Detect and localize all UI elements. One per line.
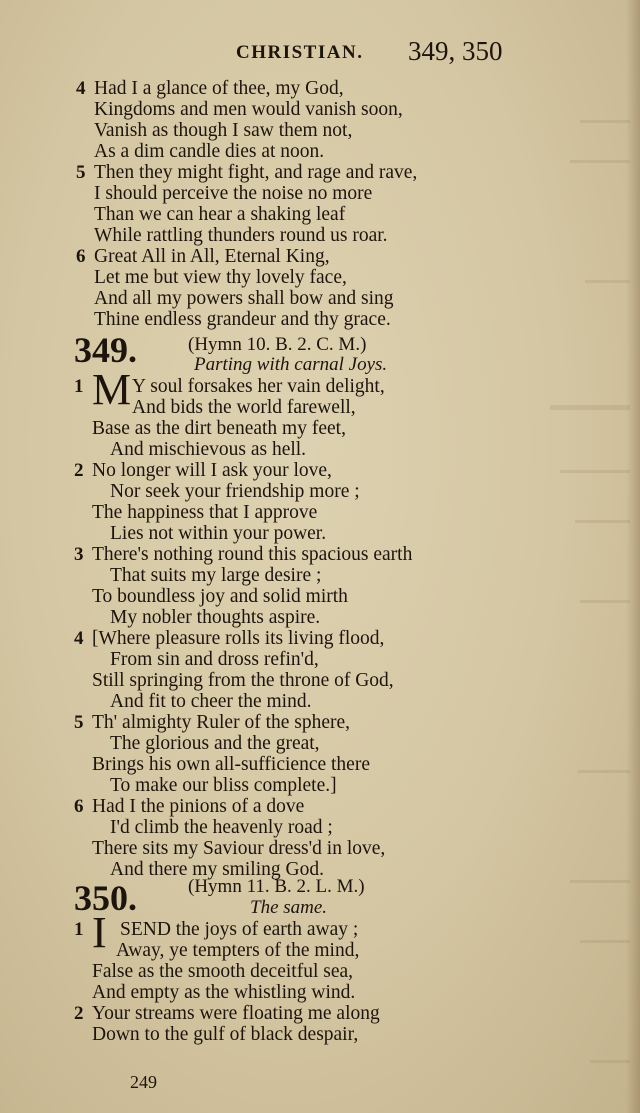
verse-line: The glorious and the great, [110, 733, 320, 754]
running-title: CHRISTIAN. [236, 42, 364, 63]
verse-line: Th' almighty Ruler of the sphere, [92, 712, 351, 733]
hymn-number: 350. [74, 878, 137, 918]
verse-number: 4 [76, 78, 86, 99]
verse-line: Thine endless grandeur and thy grace. [94, 309, 391, 330]
verse-line: And empty as the whistling wind. [92, 982, 356, 1003]
page-folio: 249 [130, 1072, 157, 1092]
verse-line: Still springing from the throne of God, [92, 670, 394, 691]
verse-line: Had I a glance of thee, my God, [94, 78, 344, 99]
verse-number: 1 [74, 376, 84, 397]
verse-line: While rattling thunders round us roar. [94, 225, 388, 246]
hymn-meta: (Hymn 11. B. 2. L. M.) [188, 876, 365, 897]
verse-line: Than we can hear a shaking leaf [94, 204, 346, 225]
hymn-meta: (Hymn 10. B. 2. C. M.) [188, 334, 367, 355]
verse-line: And all my powers shall bow and sing [94, 288, 394, 309]
verse-line: There sits my Saviour dress'd in love, [92, 838, 386, 859]
verse-line: Lies not within your power. [110, 523, 327, 544]
verse-line: That suits my large desire ; [110, 565, 322, 586]
verse-line: And fit to cheer the mind. [110, 691, 312, 712]
verse-line: Your streams were floating me along [92, 1003, 380, 1024]
verse-line: Nor seek your friendship more ; [110, 481, 360, 502]
verse-line: And there my smiling God. [110, 859, 324, 880]
verse-number: 2 [74, 460, 84, 481]
verse-line: Y soul forsakes her vain delight, [132, 376, 385, 397]
verse-line: False as the smooth deceitful sea, [92, 961, 354, 982]
drop-cap: M [92, 365, 132, 414]
verse-line: SEND the joys of earth away ; [120, 919, 359, 940]
verse-line: The happiness that I approve [92, 502, 318, 523]
verse-line: And bids the world farewell, [132, 397, 356, 418]
verse-line: No longer will I ask your love, [92, 460, 332, 481]
verse-number: 6 [74, 796, 84, 817]
verse-line: Away, ye tempters of the mind, [116, 940, 360, 961]
hymn-subtitle: The same. [250, 897, 328, 918]
verse-line: I'd climb the heavenly road ; [110, 817, 333, 838]
verse-line: Let me but view thy lovely face, [94, 267, 347, 288]
hymn-number: 349. [74, 330, 137, 370]
verse-line: Base as the dirt beneath my feet, [92, 418, 346, 439]
verse-line: As a dim candle dies at noon. [94, 141, 325, 162]
verse-number: 5 [74, 712, 84, 733]
show-through-texture [460, 0, 640, 1113]
verse-line: Down to the gulf of black despair, [92, 1024, 359, 1045]
page-edge-shadow [626, 0, 640, 1113]
verse-line: [Where pleasure rolls its living flood, [92, 628, 385, 649]
verse-line: Had I the pinions of a dove [92, 796, 305, 817]
verse-line: Kingdoms and men would vanish soon, [94, 99, 403, 120]
page-hymn-range: 349, 350 [408, 36, 503, 66]
page-header [0, 36, 640, 70]
verse-line: To make our bliss complete.] [110, 775, 337, 796]
verse-line: Vanish as though I saw them not, [94, 120, 353, 141]
verse-number: 2 [74, 1003, 84, 1024]
verse-line: Brings his own all-sufficience there [92, 754, 370, 775]
verse-number: 5 [76, 162, 86, 183]
verse-line: My nobler thoughts aspire. [110, 607, 321, 628]
verse-line: To boundless joy and solid mirth [92, 586, 348, 607]
verse-number: 4 [74, 628, 84, 649]
verse-line: Then they might fight, and rage and rave, [94, 162, 418, 183]
hymn-subtitle: Parting with carnal Joys. [194, 354, 388, 375]
verse-line: There's nothing round this spacious earth [92, 544, 413, 565]
verse-line: From sin and dross refin'd, [110, 649, 319, 670]
verse-line: And mischievous as hell. [110, 439, 307, 460]
verse-number: 1 [74, 919, 84, 940]
verse-line: I should perceive the noise no more [94, 183, 373, 204]
verse-line: Great All in All, Eternal King, [94, 246, 330, 267]
verse-number: 6 [76, 246, 86, 267]
verse-number: 3 [74, 544, 84, 565]
drop-cap: I [92, 908, 107, 957]
